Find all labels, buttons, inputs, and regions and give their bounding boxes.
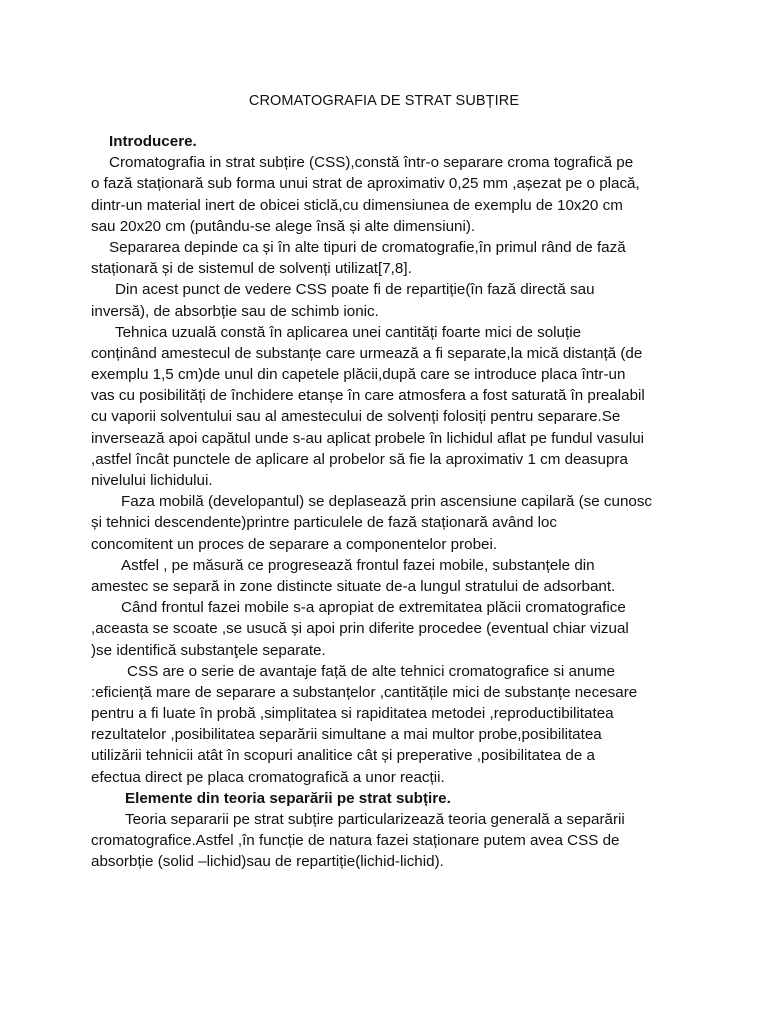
text-line: nivelului lichidului. xyxy=(91,472,213,489)
text-line: staționară și de sistemul de solvenți utilizat[7,8]. xyxy=(91,260,412,278)
document-body xyxy=(91,131,703,873)
text-line: ,aceasta se scoate ,se usucă și apoi prin diferite procedee (eventual chiar vizual xyxy=(91,620,629,638)
text-line: conținând amestecul de substanțe care urmează a fi separate,la mică distanță (de xyxy=(91,344,643,362)
text-line: Din acest punct de vedere CSS poate fi de repartiție(în fază directă sau xyxy=(115,281,595,299)
text-line: rezultatelor ,posibilitatea separării simultane a mai multor probe,posibilitatea xyxy=(91,726,602,744)
text-line: cu vaporii solventului sau al amestecului de solvenți folosiți pentru separare.Se xyxy=(91,408,621,426)
text-line: exemplu 1,5 cm)de unul din capetele plăcii,după care se introduce placa într-un xyxy=(91,366,626,384)
text-line: inversă), de absorbție sau de schimb ionic. xyxy=(91,302,379,320)
text-line: inversează apoi capătul unde s-au aplicat probele în lichidul aflat pe fundul vasului xyxy=(91,429,645,447)
text-line: absorbție (solid –lichid)sau de repartiție(lichid-lichid). xyxy=(91,853,444,871)
text-line: pentru a fi luate în probă ,simplitatea si rapiditatea metodei ,reproductibilitatea xyxy=(91,705,614,723)
text-line: Cromatografia in strat subțire (CSS),constă într-o separare croma tografică pe xyxy=(109,154,634,172)
text-line: amestec se separă in zone distincte situate de-a lungul stratului de adsorbant. xyxy=(91,577,616,595)
text-line: și tehnici descendente)printre particulele de fază staționară având loc xyxy=(91,514,558,532)
text-line: Teoria separarii pe strat subțire particularizează teoria generală a separării xyxy=(125,811,625,828)
text-line: CSS are o serie de avantaje față de alte tehnici cromatografice si anume xyxy=(127,662,615,680)
text-line: vas cu posibilități de închidere etanșe în care atmosfera a fost saturată în prealabil xyxy=(91,387,645,405)
text-line: utilizării tehnicii atât în scopuri analitice cât și preperative ,posibilitatea de a xyxy=(91,747,595,765)
heading-introducere: Introducere. xyxy=(109,133,197,150)
text-line: sau 20x20 cm (putându-se alege însă și alte dimensiuni). xyxy=(91,217,476,235)
text-line: Faza mobilă (developantul) se deplasează prin ascensiune capilară (se cunosc xyxy=(121,493,653,511)
text-line: ,astfel încât punctele de aplicare al probelor să fie la aproximativ 1 cm deasupra xyxy=(91,450,628,468)
text-line: concomitent un proces de separare a componentelor probei. xyxy=(91,535,498,553)
text-line: cromatografice.Astfel ,în funcție de natura fazei staționare putem avea CSS de xyxy=(91,832,620,850)
text-line: Tehnica uzuală constă în aplicarea unei cantități foarte mici de soluție xyxy=(115,323,582,341)
text-line: dintr-un material inert de obicei sticlă,cu dimensiunea de exemplu de 10x20 cm xyxy=(91,196,623,214)
document-title: CROMATOGRAFIA DE STRAT SUBȚIRE xyxy=(248,93,520,109)
text-line: )se identifică substanţele separate. xyxy=(91,641,326,659)
text-line: efectua direct pe placa cromatografică a unor reacții. xyxy=(91,768,445,786)
text-line: Separarea depinde ca și în alte tipuri de cromatografie,în primul rând de fază xyxy=(109,238,626,256)
text-line: o fază staționară sub forma unui strat de aproximativ 0,25 mm ,așezat pe o placă, xyxy=(91,175,640,193)
text-line: :eficiență mare de separare a substanțelor ,cantitățile mici de substanțe necesare xyxy=(91,683,638,701)
text-line: Când frontul fazei mobile s-a apropiat de extremitatea plăcii cromatografice xyxy=(121,599,626,617)
heading-elemente-teorie: Elemente din teoria separării pe strat subțire. xyxy=(125,789,451,807)
text-line: Astfel , pe măsură ce progresează frontul fazei mobile, substanțele din xyxy=(121,556,595,574)
